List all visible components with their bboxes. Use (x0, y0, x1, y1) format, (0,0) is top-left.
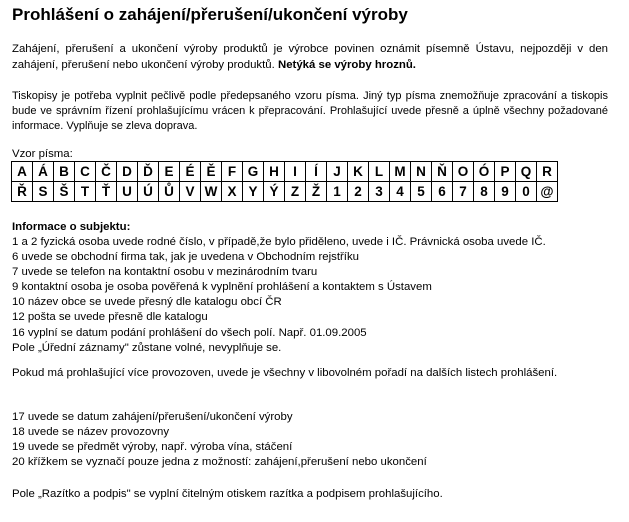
font-sample-cell: H (264, 162, 285, 182)
font-sample-cell: Í (306, 162, 327, 182)
subject-instruction-line: 9 kontaktní osoba je osoba pověřená k vyplnění prohlášení a kontaktem s Ústavem (12, 281, 432, 294)
font-sample-cell: Ž (306, 182, 327, 202)
subject-instruction-line: 10 název obce se uvede přesný dle katalogu obcí ČR (12, 296, 282, 309)
provozovny-note: Pokud má prohlašující více provozoven, uvede je všechny v libovolném pořadí na dalších listech prohlášení. (12, 367, 558, 379)
font-sample-cell: U (117, 182, 138, 202)
font-sample-cell: M (390, 162, 411, 182)
font-sample-cell: O (453, 162, 474, 182)
intro-text: Zahájení, přerušení a ukončení výroby produktů je výrobce povinen oznámit písemně Ústavu, nejpozději v den zahájení, přerušení nebo ukončení výroby produktů. (12, 43, 608, 71)
font-sample-cell: Ů (159, 182, 180, 202)
field-instruction-line: 20 křížkem se vyznačí pouze jedna z možností: zahájení,přerušení nebo ukončení (12, 456, 427, 469)
font-sample-cell: 7 (453, 182, 474, 202)
subject-instruction-line: 16 vyplní se datum podání prohlášení do všech polí. Např. 01.09.2005 (12, 326, 367, 339)
font-sample-cell: Ě (201, 162, 222, 182)
field-instructions-list (12, 410, 427, 470)
font-sample-cell: L (369, 162, 390, 182)
subject-instruction-line: 12 pošta se uvede přesně dle katalogu (12, 311, 208, 324)
font-sample-cell: Ň (432, 162, 453, 182)
font-sample-cell: T (75, 182, 96, 202)
font-sample-table (11, 161, 558, 202)
font-sample-cell: E (159, 162, 180, 182)
subject-heading: Informace o subjektu: (12, 221, 131, 233)
font-sample-cell: X (222, 182, 243, 202)
font-sample-cell: 8 (474, 182, 495, 202)
font-sample-cell: Ř (12, 182, 33, 202)
font-sample-cell: V (180, 182, 201, 202)
font-sample-row-1 (12, 162, 558, 182)
font-sample-cell: Š (54, 182, 75, 202)
form-instructions: Tiskopisy je potřeba vyplnit pečlivě podle předepsaného vzoru písma. Jiný typ písma znemožňuje zpracování a tiskopis bude ve správním řízení prohlašujícímu vrácen k přepracování. Prohlašující uvede přesně a úplně všechny požadované informace. Vyplňuje se zleva doprava. (12, 90, 608, 132)
sample-label: Vzor písma: (12, 148, 73, 160)
font-sample-cell: Y (243, 182, 264, 202)
font-sample-cell: R (537, 162, 558, 182)
font-sample-cell: N (411, 162, 432, 182)
font-sample-cell: C (75, 162, 96, 182)
font-sample-cell: Ú (138, 182, 159, 202)
font-sample-cell: 1 (327, 182, 348, 202)
font-sample-cell: Č (96, 162, 117, 182)
font-sample-row-2 (12, 182, 558, 202)
font-sample-cell: K (348, 162, 369, 182)
font-sample-cell: 4 (390, 182, 411, 202)
font-sample-cell: J (327, 162, 348, 182)
font-sample-cell: Á (33, 162, 54, 182)
subject-instruction-line: 6 uvede se obchodní firma tak, jak je uvedena v Obchodním rejstříku (12, 251, 359, 264)
font-sample-cell: I (285, 162, 306, 182)
font-sample-cell: G (243, 162, 264, 182)
subject-instruction-line: 7 uvede se telefon na kontaktní osobu v mezinárodním tvaru (12, 266, 318, 279)
page-title: Prohlášení o zahájení/přerušení/ukončení výroby (12, 5, 408, 24)
font-sample-cell: B (54, 162, 75, 182)
font-sample-cell: A (12, 162, 33, 182)
intro-paragraph (12, 41, 608, 73)
subject-instructions-list (12, 235, 546, 356)
font-sample-cell: Ď (138, 162, 159, 182)
font-sample-cell: D (117, 162, 138, 182)
subject-instruction-line: Pole „Úřední záznamy" zůstane volné, nevyplňuje se. (12, 341, 282, 354)
font-sample-cell: 6 (432, 182, 453, 202)
intro-bold-note: Netýká se výroby hroznů. (277, 59, 416, 71)
font-sample-cell: 5 (411, 182, 432, 202)
font-sample-cell: @ (537, 182, 558, 202)
signature-note: Pole „Razítko a podpis" se vyplní čitelným otiskem razítka a podpisem prohlašujícího. (12, 488, 443, 500)
font-sample-cell: É (180, 162, 201, 182)
font-sample-cell: Ť (96, 182, 117, 202)
font-sample-cell: Z (285, 182, 306, 202)
font-sample-cell: 3 (369, 182, 390, 202)
font-sample-cell: P (495, 162, 516, 182)
font-sample-cell: F (222, 162, 243, 182)
font-sample-cell: 0 (516, 182, 537, 202)
font-sample-cell: 2 (348, 182, 369, 202)
font-sample-cell: 9 (495, 182, 516, 202)
field-instruction-line: 18 uvede se název provozovny (12, 426, 170, 439)
font-sample-cell: Ý (264, 182, 285, 202)
font-sample-cell: S (33, 182, 54, 202)
subject-instruction-line: 1 a 2 fyzická osoba uvede rodné číslo, v případě,že bylo přiděleno, uvede i IČ. Právnická osoba uvede IČ. (12, 236, 546, 248)
field-instruction-line: 17 uvede se datum zahájení/přerušení/ukončení výroby (12, 411, 293, 423)
field-instruction-line: 19 uvede se předmět výroby, např. výroba vína, stáčení (12, 441, 293, 454)
font-sample-cell: Ó (474, 162, 495, 182)
font-sample-cell: W (201, 182, 222, 202)
font-sample-cell: Q (516, 162, 537, 182)
